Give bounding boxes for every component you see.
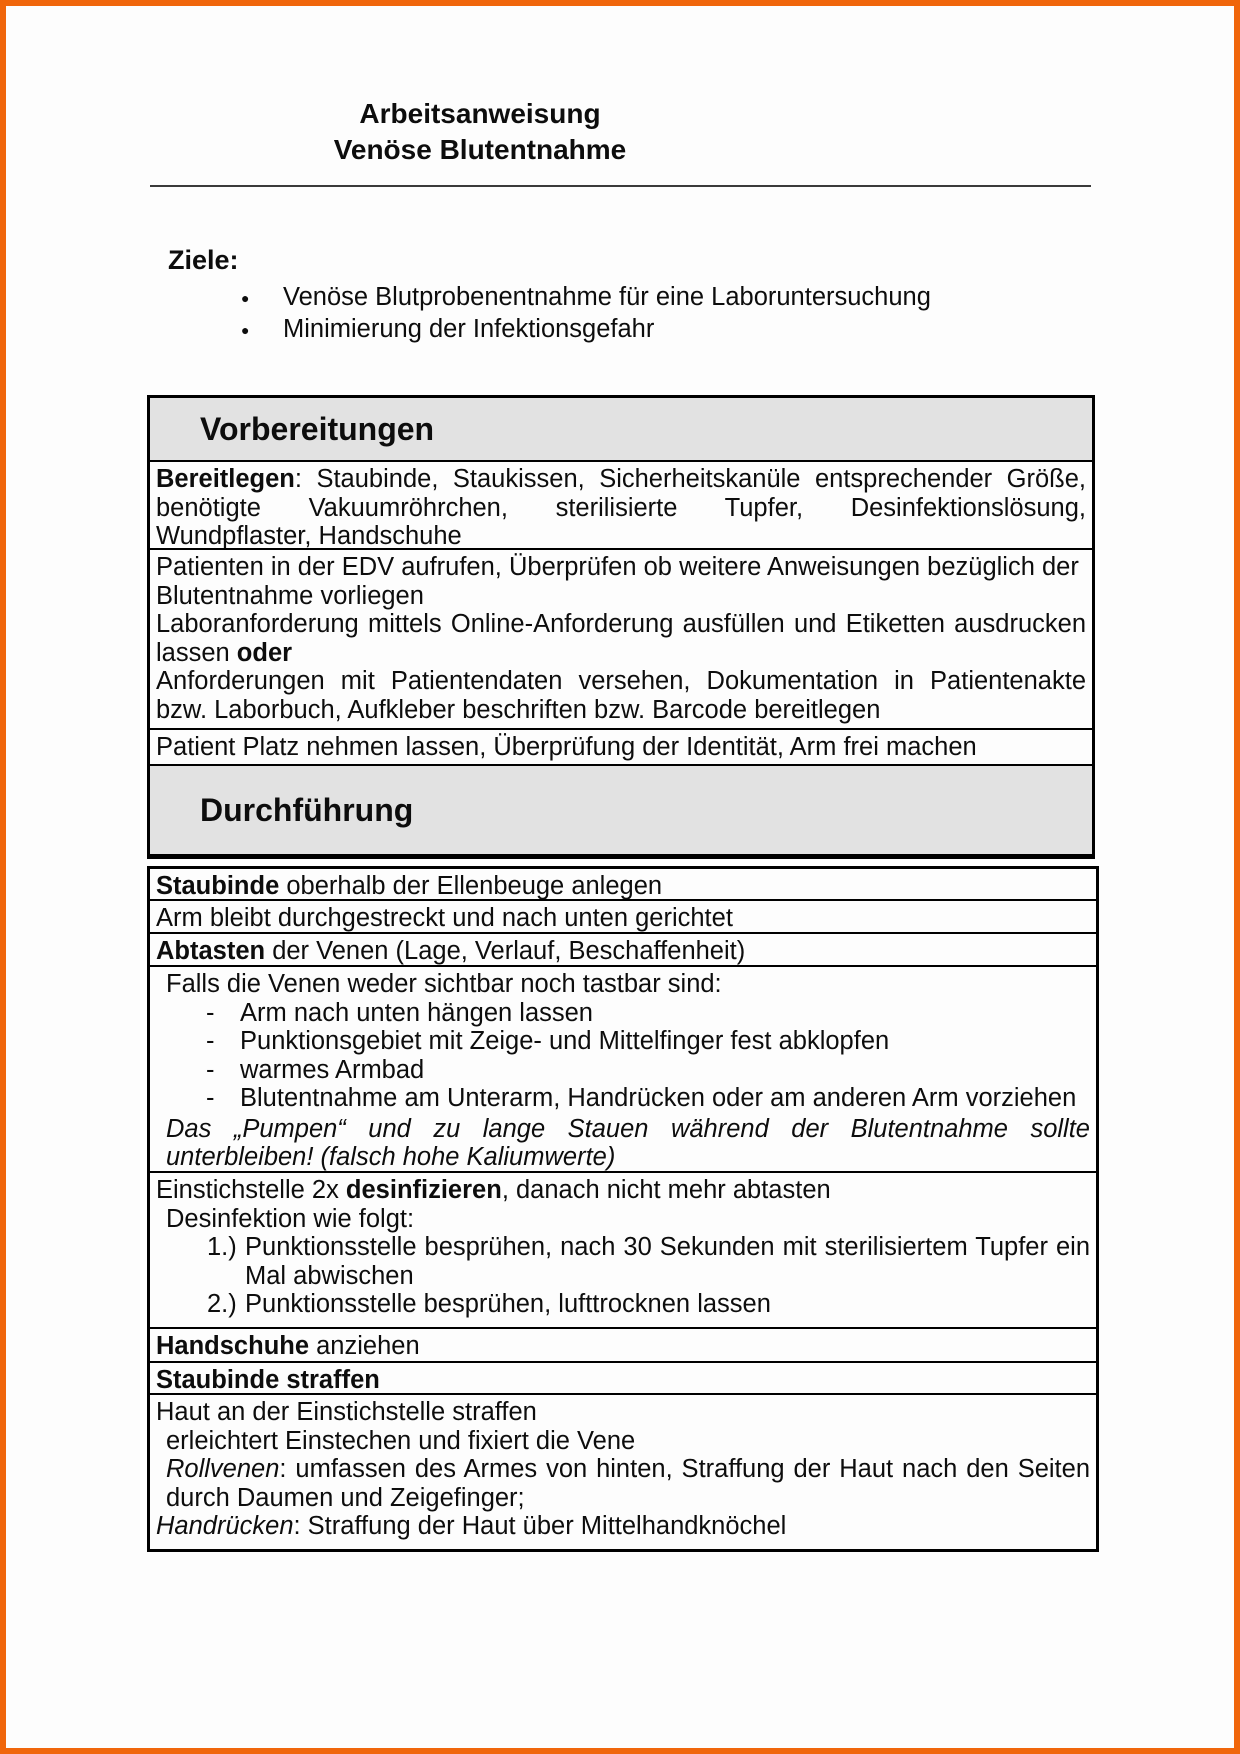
- goals-list: [147, 282, 1107, 345]
- document-title: [150, 96, 810, 168]
- title-line-1: Arbeitsanweisung: [359, 98, 601, 129]
- paragraph: [156, 610, 1086, 667]
- row-lead-bold: Bereitlegen: [156, 465, 295, 493]
- item-text: Punktionsstelle besprühen, nach 30 Sekunden mit sterilisiertem Tupfer ein Mal abwischen: [245, 1233, 1090, 1290]
- durchfuehrung-table: [147, 866, 1099, 1552]
- numbered-item: [156, 1233, 1090, 1290]
- paragraph: [156, 1176, 1090, 1205]
- paragraph: Patienten in der EDV aufrufen, Überprüfen ob weitere Anweisungen bezüglich der Blutentnahme vorliegen: [156, 553, 1079, 610]
- row-staubinde-anlegen: [150, 869, 1096, 901]
- dash-item: - Arm nach unten hängen lassen: [156, 999, 1090, 1028]
- italic-lead: Handrücken: [156, 1512, 294, 1540]
- dash-item: - warmes Armbad: [156, 1056, 1090, 1085]
- paragraph-text: : umfassen des Armes von hinten, Straffung der Haut nach den Seiten durch Daumen und Zeigefinger;: [166, 1455, 1090, 1512]
- italic-lead: Rollvenen: [166, 1455, 280, 1483]
- row-bereitlegen: [150, 462, 1092, 550]
- item-number: 1.): [207, 1233, 237, 1261]
- title-line-2: Venöse Blutentnahme: [333, 134, 627, 165]
- paragraph: [156, 1512, 1090, 1541]
- row-desinfizieren: [150, 1173, 1096, 1329]
- row-text-post: , danach nicht mehr abtasten: [501, 1176, 831, 1204]
- paragraph: [156, 1455, 1090, 1512]
- row-lead-colon: :: [294, 465, 317, 493]
- paragraph-text: : Straffung der Haut über Mittelhandknöchel: [293, 1512, 787, 1540]
- row-text-pre: Einstichstelle 2x: [156, 1176, 346, 1204]
- paragraph: Haut an der Einstichstelle straffen: [156, 1398, 537, 1426]
- dash-item: - Blutentnahme am Unterarm, Handrücken oder am anderen Arm vorziehen: [156, 1084, 1090, 1113]
- row-haut-straffen: [150, 1395, 1096, 1549]
- row-bold: desinfizieren: [345, 1176, 502, 1204]
- paragraph-text: Laboranforderung mittels Online-Anforderung ausfüllen und Etiketten ausdrucken lassen: [156, 610, 1086, 667]
- goal-item: ● Venöse Blutprobenentnahme für eine Laboruntersuchung: [147, 282, 1107, 314]
- title-divider: [150, 185, 1091, 187]
- row-text: oberhalb der Ellenbeuge anlegen: [279, 872, 663, 900]
- row-subline: Desinfektion wie folgt:: [166, 1204, 415, 1233]
- paragraph: Anforderungen mit Patientendaten versehen, Dokumentation in Patientenakte bzw. Laborbuch, Aufkleber beschriften bzw. Barcode bereitlegen: [156, 667, 1086, 724]
- section-header-vorbereitungen: Vorbereitungen: [150, 398, 1092, 462]
- row-lead-bold: Staubinde: [156, 872, 280, 900]
- vorbereitungen-table: [147, 395, 1095, 859]
- item-text: Punktionsstelle besprühen, lufttrocknen lassen: [245, 1290, 771, 1318]
- row-abtasten: [150, 934, 1096, 967]
- numbered-item: [156, 1290, 1090, 1319]
- row-patient-edv: [150, 550, 1092, 730]
- row-lead-bold: Abtasten: [156, 937, 266, 965]
- row-intro: Falls die Venen weder sichtbar noch tastbar sind:: [166, 970, 722, 998]
- goal-item: ● Minimierung der Infektionsgefahr: [147, 314, 1107, 346]
- goals-heading: Ziele:: [168, 245, 239, 275]
- paragraph-bold: oder: [236, 638, 293, 667]
- row-text: der Venen (Lage, Verlauf, Beschaffenheit): [265, 937, 746, 965]
- row-lead-bold: Handschuhe: [156, 1332, 310, 1360]
- italic-note: Das „Pumpen“ und zu lange Stauen während der Blutentnahme sollte unterbleiben! (falsch hohe Kaliumwerte): [166, 1114, 1090, 1171]
- row-text: anziehen: [309, 1332, 420, 1360]
- row-arm-durchgestreckt: Arm bleibt durchgestreckt und nach unten gerichtet: [150, 901, 1096, 934]
- section-header-durchfuehrung: Durchführung: [150, 766, 1092, 856]
- row-lead-bold: Staubinde straffen: [156, 1366, 380, 1394]
- row-text: Staubinde, Staukissen, Sicherheitskanüle entsprechender Größe, benötigte Vakuumröhrchen, sterilisierte Tupfer, Desinfektionslösung, Wundpflaster, Handschuhe: [156, 465, 1087, 550]
- row-staubinde-straffen: [150, 1363, 1096, 1395]
- row-handschuhe: [150, 1329, 1096, 1363]
- dash-item: - Punktionsgebiet mit Zeige- und Mittelfinger fest abklopfen: [156, 1027, 1090, 1056]
- paragraph: erleichtert Einstechen und fixiert die Vene: [166, 1426, 636, 1455]
- row-venen-nicht-sichtbar: [150, 967, 1096, 1173]
- row-patient-platz: Patient Platz nehmen lassen, Überprüfung der Identität, Arm frei machen: [150, 730, 1092, 766]
- item-number: 2.): [207, 1290, 237, 1318]
